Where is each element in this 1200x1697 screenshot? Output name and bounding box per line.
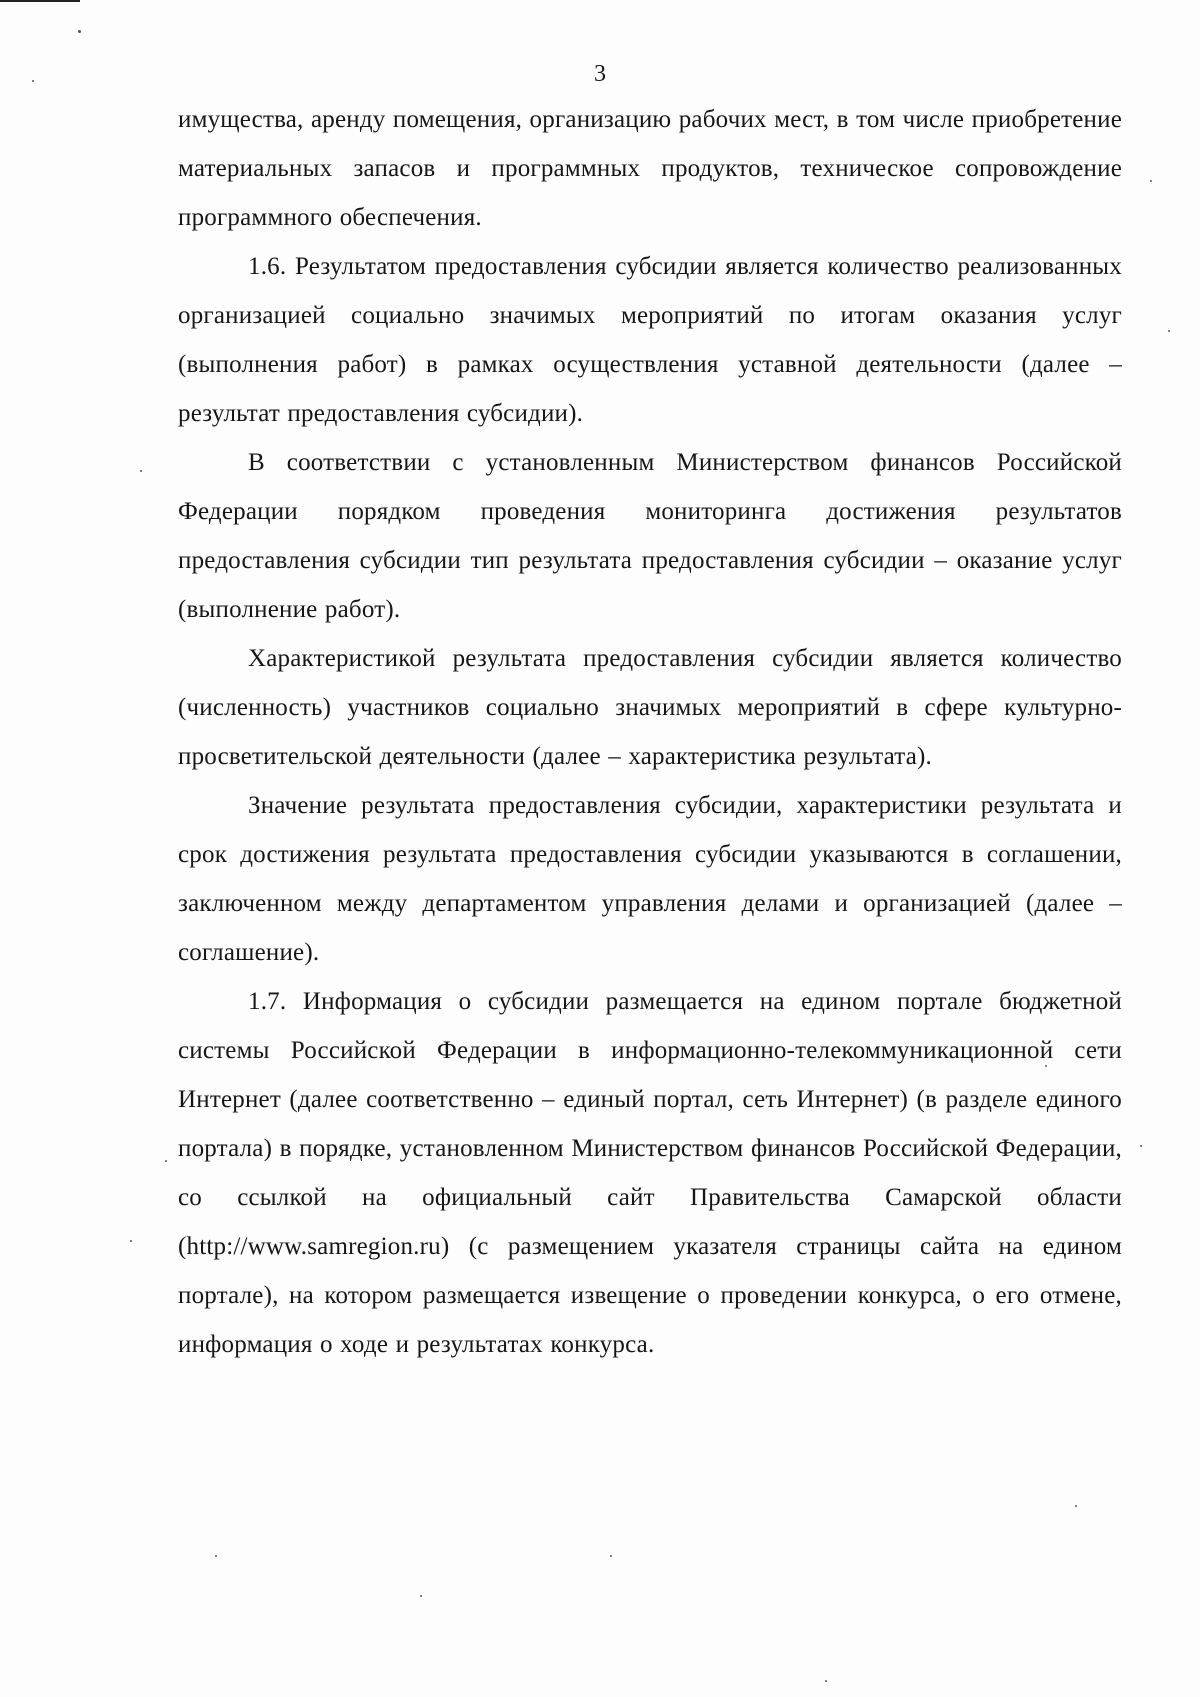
scan-speck [1140,1145,1142,1147]
scan-edge-mark [0,0,80,2]
paragraph-property-costs: имущества, аренду помещения, организацию рабочих мест, в том числе приобретение материальных запасов и программных продуктов, техническое сопровождение программного обеспечения. [178,106,1122,231]
scan-speck [130,1240,132,1242]
scan-speck [1168,330,1170,332]
paragraph-1-6-subsidy-result: 1.6. Результатом предоставления субсидии является количество реализованных организацией социально значимых мероприятий по итогам оказания услуг (выполнения работ) в рамках осуществления уставной деятельности (далее – результат предоставления субсидии). [178,253,1122,427]
paragraph-result-value-agreement: Значение результата предоставления субсидии, характеристики результата и срок достижения результата предоставления субсидии указываются в соглашении, заключенном между департаментом управления делами и организацией (далее – соглашение). [178,792,1122,966]
scan-speck [215,1555,217,1557]
scan-speck [165,1160,167,1162]
scan-speck [1045,1065,1047,1067]
scan-speck [78,30,81,33]
paragraph-1-7-information-portal: 1.7. Информация о субсидии размещается на едином портале бюджетной системы Российской Федерации в информационно-телекоммуникационной сети Интернет (далее соответственно – единый портал, сеть Интернет) (в разделе единого портала) в порядке, установленном Министерством финансов Российской Федерации, со ссылкой на официальный сайт Правительства Самарской области (http://www.samregion.ru) (с размещением указателя страницы сайта на едином портале), на котором размещается извещение о проведении конкурса, о его отмене, информация о ходе и результатах конкурса. [178,988,1122,1358]
scan-speck [1075,1505,1077,1507]
scan-speck [610,1555,612,1557]
scan-speck [32,80,34,82]
paragraph-result-type: В соответствии с установленным Министерством финансов Российской Федерации порядком проведения мониторинга достижения результатов предоставления субсидии тип результата предоставления субсидии – оказание услуг (выполнение работ). [178,449,1122,623]
document-body [178,95,1122,1369]
page-number: 3 [594,61,606,87]
scan-speck [140,470,142,472]
paragraph-result-characteristic: Характеристикой результата предоставления субсидии является количество (численность) участников социально значимых мероприятий в сфере культурно-просветительской деятельности (далее – характеристика результата). [178,645,1122,770]
scan-speck [825,1680,827,1682]
scan-speck [1150,180,1152,182]
scan-speck [420,1595,422,1597]
